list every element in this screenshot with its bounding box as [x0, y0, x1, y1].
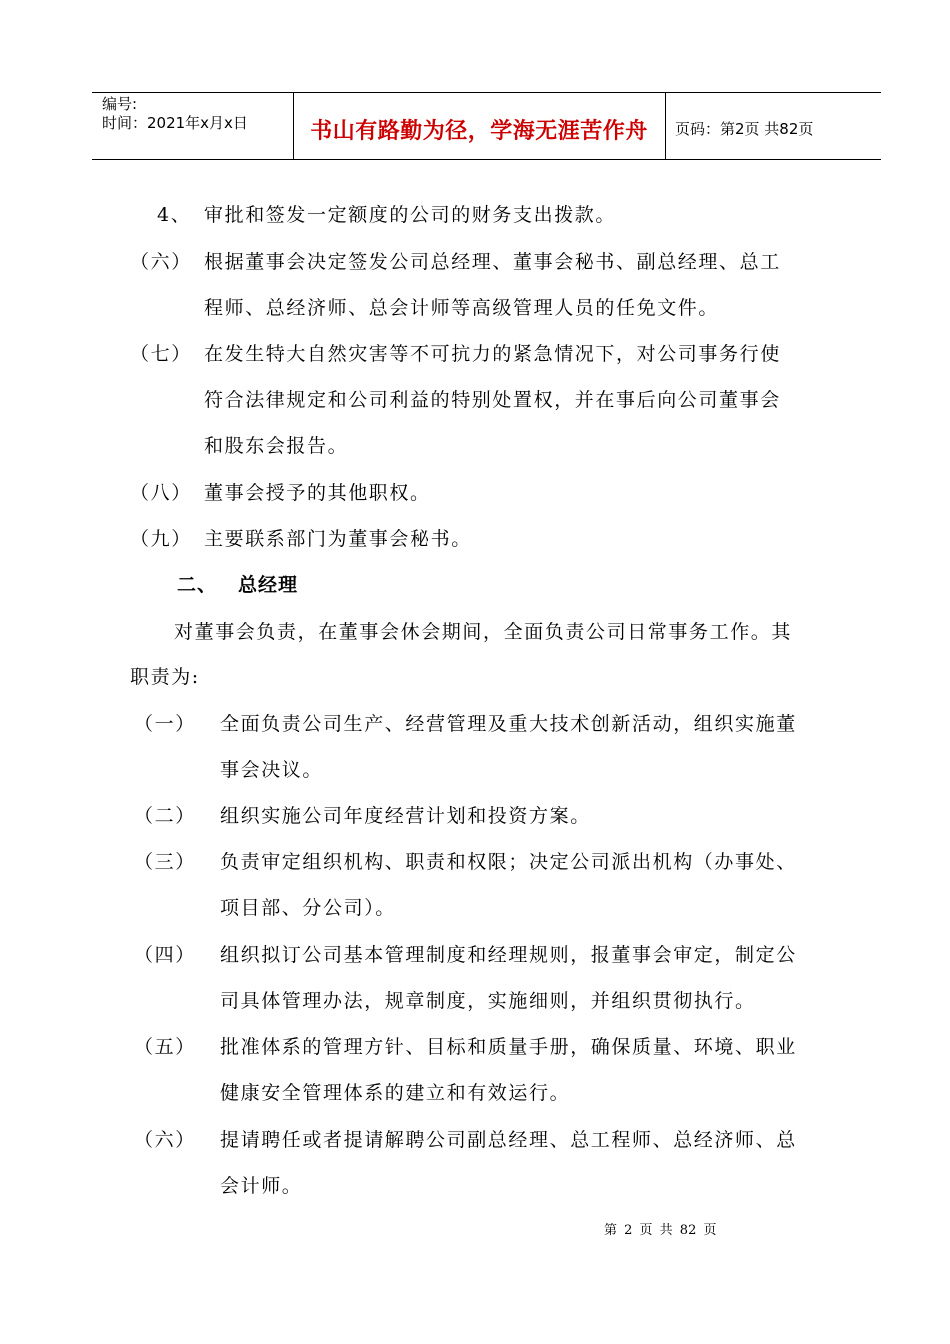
number-label: 编号: — [102, 95, 138, 113]
section-number: 二、 — [177, 574, 218, 596]
item-label: （八） — [130, 482, 192, 504]
paragraph-line: 职责为: — [130, 666, 200, 688]
section-heading: 总经理 — [238, 574, 299, 596]
item-label: （三） — [134, 851, 196, 873]
paragraph-line: 组织拟订公司基本管理制度和经理规则，报董事会审定，制定公 — [220, 944, 797, 966]
item-label: （七） — [130, 343, 192, 365]
paragraph-line: 提请聘任或者提请解聘公司副总经理、总工程师、总经济师、总 — [220, 1129, 797, 1151]
header-meta — [102, 95, 248, 133]
paragraph-line: 主要联系部门为董事会秘书。 — [204, 528, 472, 550]
paragraph-line: 负责审定组织机构、职责和权限；决定公司派出机构（办事处、 — [220, 851, 797, 873]
item-label: （二） — [134, 805, 196, 827]
item-label: 4、 — [157, 204, 192, 226]
item-label: （九） — [130, 528, 192, 550]
item-label: （六） — [134, 1129, 196, 1151]
time-label: 时间：2021年x月x日 — [102, 114, 248, 132]
paragraph-line: 批准体系的管理方针、目标和质量手册，确保质量、环境、职业 — [220, 1036, 797, 1058]
paragraph-line: 程师、总经济师、总会计师等高级管理人员的任免文件。 — [204, 297, 720, 319]
paragraph-line: 董事会授予的其他职权。 — [204, 482, 431, 504]
paragraph-line: 会计师。 — [220, 1175, 303, 1197]
paragraph-line: 根据董事会决定签发公司总经理、董事会秘书、副总经理、总工 — [204, 251, 781, 273]
item-label: （四） — [134, 944, 196, 966]
page-footer: 第 2 页 共 82 页 — [604, 1223, 717, 1238]
paragraph-line: 符合法律规定和公司利益的特别处置权，并在事后向公司董事会 — [204, 389, 781, 411]
paragraph-line: 司具体管理办法，规章制度，实施细则，并组织贯彻执行。 — [220, 990, 756, 1012]
item-label: （六） — [130, 251, 192, 273]
item-label: （一） — [134, 713, 196, 735]
paragraph-line: 健康安全管理体系的建立和有效运行。 — [220, 1082, 571, 1104]
paragraph-line: 全面负责公司生产、经营管理及重大技术创新活动，组织实施董 — [220, 713, 797, 735]
paragraph-line: 项目部、分公司）。 — [220, 897, 396, 919]
paragraph-line: 组织实施公司年度经营计划和投资方案。 — [220, 805, 591, 827]
paragraph-line: 和股东会报告。 — [204, 435, 349, 457]
paragraph-line: 在发生特大自然灾害等不可抗力的紧急情况下，对公司事务行使 — [204, 343, 781, 365]
document-header — [92, 92, 881, 160]
paragraph-line: 事会决议。 — [220, 759, 324, 781]
header-motto: 书山有路勤为径，学海无涯苦作舟 — [310, 119, 648, 144]
paragraph-line: 对董事会负责，在董事会休会期间，全面负责公司日常事务工作。其 — [174, 621, 793, 643]
paragraph-line: 审批和签发一定额度的公司的财务支出拨款。 — [204, 204, 617, 226]
header-page-info: 页码：第2页 共82页 — [675, 120, 814, 138]
item-label: （五） — [134, 1036, 196, 1058]
header-divider — [665, 93, 666, 159]
